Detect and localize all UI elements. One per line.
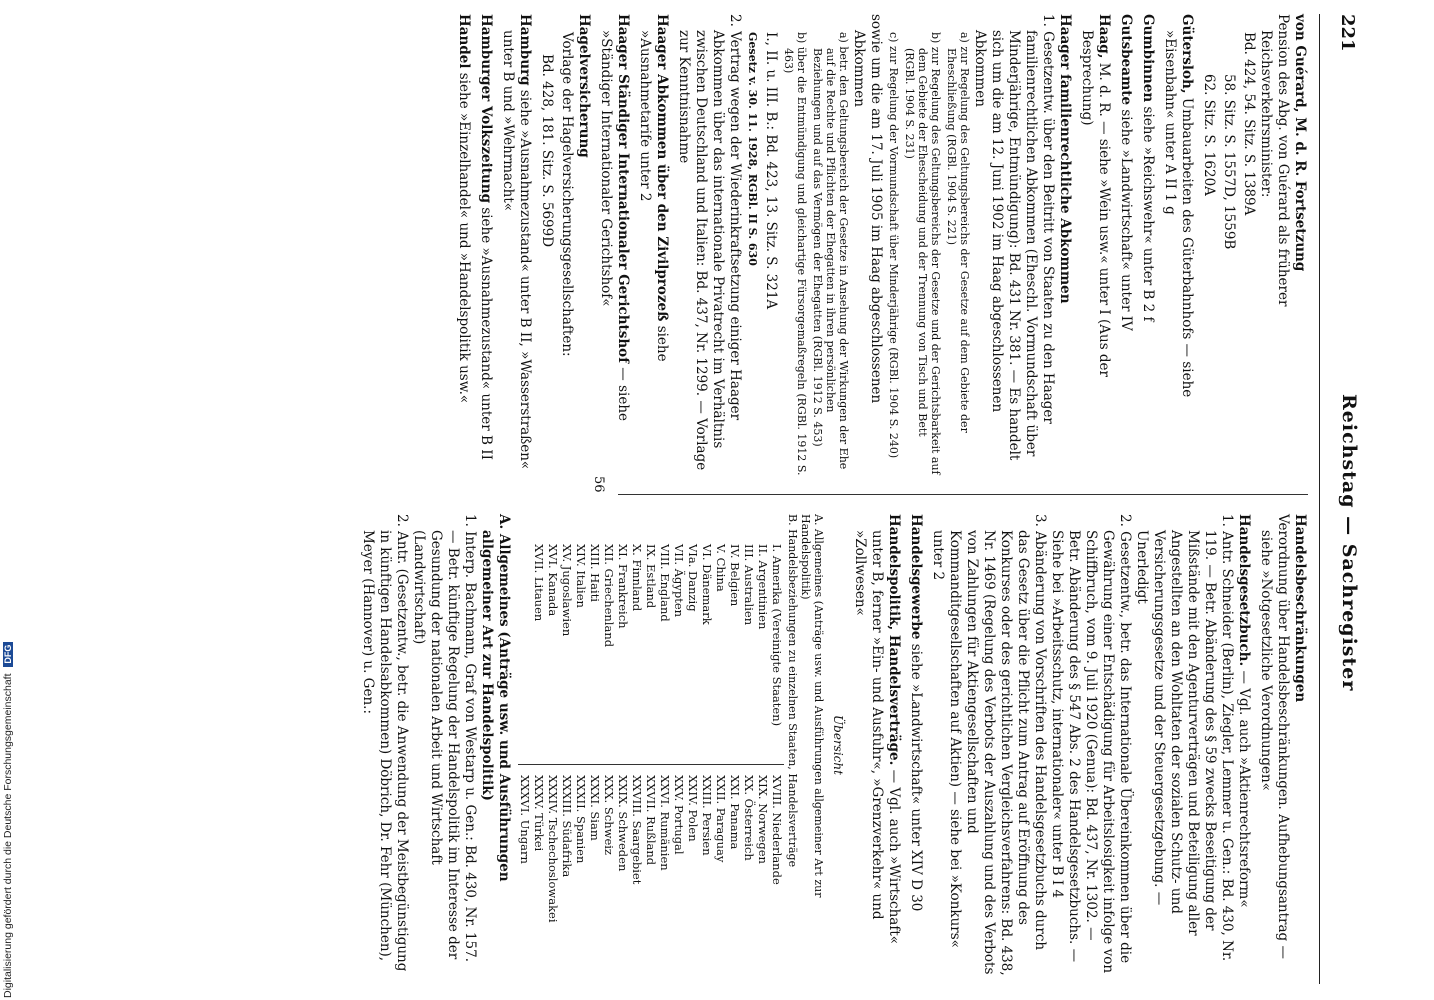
country-item: XVIII. Niederlande — [770, 775, 784, 885]
overview-a: A. Allgemeines (Anträge usw. und Ausführungen allgemeiner Art zur Handelspolitik) — [799, 514, 825, 898]
entry-text: — siehe »Ständiger Internationaler Gerichtshof« — [598, 30, 631, 422]
country-item: VII. Ägypten — [672, 544, 686, 618]
country-item: XXXII. Spanien — [574, 775, 588, 864]
section-a-item-1: 1. Interp. Bachmann, Graf von Westarp u. Gen.: Bd. 430, Nr. 157. — Betr. künftige Regelung der Handelspolitik im Interesse der Gesundung der nationalen Arbeit und Wirtschaft (Landwirtschaft) — [411, 514, 478, 962]
headword: von Guérard, M. d. R. Fortsetzung — [1292, 14, 1308, 272]
item-1: 1. Antr. Schneider (Berlin), Ziegler, Lemmer u. Gen.: Bd. 430, Nr. 119. — Betr. Abänderung des § 59 zwecks Beseitigung der Mißstände mit den Agenturverträgen und Beteiligung aller Angestellten an den Wohltaten der sozialen Schutz- und Versicherungsgesetze und der Steuergesetzgebung. — Unerledigt — [1134, 514, 1235, 962]
item-2: 2. Gesetzentw., betr. das Internationale Übereinkommen über die Gewährung einer Entschädigung für Arbeitslosigkeit infolge von Schiffbruch, vom 9. Juli 1920 (Genua): Bd. 437, Nr. 1302. — Betr. Abänderung des § 547 Abs. 2 des Handelsgesetzbuchs. — Siehe bei »Arbeitsschutz, internationaler« unter B I 4 — [1049, 514, 1133, 974]
headword: Hamburger Volkszeitung — [478, 14, 494, 204]
country-list-left — [518, 544, 784, 734]
entry-handel — [455, 14, 472, 476]
item-1-b2: b) über die Entmündigung und gleichartige Fürsorgemaßregeln (RGBl. 1912 S. 463) — [782, 32, 808, 476]
entry-hamburger-volkszeitung — [477, 14, 494, 476]
section-a-item-2: 2. Antr. (Gesetzentw., betr. die Anwendung der Meistbegünstigung in künftigen Handelsabkommen) Döbrich, Dr. Fehr (München), Meyer (Hannover) u. Gen.: — [360, 514, 410, 972]
entry-handelsgewerbe — [907, 514, 924, 976]
country-item: VI. Dänemark — [700, 544, 714, 625]
column-separator — [618, 494, 1308, 495]
headword: Handelsbeschränkungen — [1292, 514, 1308, 703]
country-table — [518, 544, 784, 976]
entry-handelsbeschraenkungen — [1257, 514, 1308, 976]
entry-guetersloh — [1161, 14, 1195, 476]
headword: Gumbinnen — [1140, 14, 1156, 103]
entry-text: Verordnung über Handelsbeschränkungen. Aufhebungsantrag — siehe »Notgesetzliche Verordnungen« — [1258, 514, 1291, 959]
headword: Hagelversicherung — [576, 14, 592, 158]
country-item: XXXI. Siam — [588, 775, 602, 841]
country-item: XV. Jugoslawien — [560, 544, 574, 637]
entry-text: — Vgl. auch »Wirtschaft« unter B, ferner »Ein- und Ausfuhr«, »Grenzverkehr« und »Zollwesen« — [852, 530, 902, 945]
country-item: XIII. Haiti — [588, 544, 602, 602]
country-item: I. Amerika (Vereinigte Staaten) — [770, 544, 784, 727]
country-item: XXVIII. Saargebiet — [630, 775, 644, 885]
country-item: XXXIV. Tschechoslowakei — [546, 775, 560, 923]
running-title: Reichstag — Sachregister — [1338, 394, 1360, 692]
entry-haager-familienrecht — [675, 14, 1073, 476]
entry-text: siehe »Landwirtschaft« unter IV — [1118, 109, 1134, 331]
page-number: 221 — [1337, 14, 1358, 52]
left-column — [450, 14, 1308, 476]
headword: Handel — [456, 14, 472, 69]
country-item: XXIV. Polen — [686, 775, 700, 842]
section-heading: A. Allgemeines (Anträge usw. und Ausführungen allgemeiner Art zur Handelspolitik) — [479, 514, 512, 882]
entry-handelsgesetzbuch — [929, 514, 1252, 976]
country-item: VIa. Danzig — [686, 544, 700, 612]
law-reference: Gesetz v. 30. 11. 1928, RGBl. II S. 630 — [746, 32, 759, 266]
country-item: XXXIII. Südafrika — [560, 775, 574, 878]
digitization-credit — [2, 478, 14, 998]
country-item: XXIII. Persien — [700, 775, 714, 856]
headword: Gütersloh, — [1179, 14, 1195, 94]
entry-gutsbeamte — [1117, 14, 1134, 476]
rotated-document-page — [116, 14, 1366, 984]
country-item: XII. Griechenland — [602, 544, 616, 648]
entry-text: M. d. R. — siehe »Wein usw.« unter I (Aus der Besprechung) — [1079, 30, 1112, 377]
headword: Haager familienrechtliche Abkommen — [1057, 14, 1073, 304]
country-item: XIX. Norwegen — [756, 775, 770, 864]
reference: Bd. 424, 54. Sitz. S. 1389A — [1241, 32, 1257, 216]
item-1b: b) zur Regelung des Geltungsbereichs der Gesetze und der Gerichtsbarkeit auf dem Gebiete der Ehescheidung und der Trennung von Tisch und Bett (RGBl. 1904 S. 231) — [903, 32, 942, 475]
country-item: XXVII. Rußland — [644, 775, 658, 866]
country-item: XXVI. Rumänien — [658, 775, 672, 871]
entry-guerard — [1200, 14, 1308, 476]
entry-hamburg — [499, 14, 533, 476]
overview-b: B. Handelsbeziehungen zu einzelnen Staaten, Handelsverträge — [786, 514, 799, 868]
country-item: V. China — [714, 544, 728, 592]
entry-text: siehe »Landwirtschaft« unter XIV D 30 — [908, 643, 924, 912]
item-1a: a) zur Regelung des Geltungsbereichs der Gesetze auf dem Gebiete der Eheschließung (RGBl. 1904 S. 221) — [945, 32, 971, 433]
page-index: 56 — [591, 476, 606, 493]
dfg-logo: DFG — [3, 642, 13, 667]
page-header — [1320, 14, 1366, 984]
entry-text: siehe »Ausnahmetarife unter 2 — [637, 30, 670, 362]
country-item: XIV. Italien — [574, 544, 588, 608]
headword: Handelsgesetzbuch. — [1236, 514, 1252, 667]
item-1: 1. Gesetzentw. über den Beitritt von Staaten zu den Haager familienrechtlichen Abkommen (Eheschl. Vormundschaft über Minderjährige, Entmündigung): Bd. 431 Nr. 381. — Es handelt sich um die am 12. Juni 1902 im Haag abgeschlossenen Abkommen — [972, 14, 1056, 461]
entry-text: Pension des Abg. von Guérard als früherer Reichsverkehrsminister: — [1258, 14, 1291, 307]
country-item: XVI. Kanada — [546, 544, 560, 617]
country-list-right — [518, 764, 784, 965]
item-1-cont: sowie um die am 17. Juli 1905 im Haag abgeschlossenen Abkommen — [851, 14, 884, 404]
entry-text: siehe »Ausnahmezustand« unter B II — [478, 207, 494, 460]
entry-hagelversicherung — [538, 14, 592, 476]
credit-text: Digitalisierung gefördert durch die Deutsche Forschungsgemeinschaft — [2, 673, 14, 998]
item-1c: c) zur Regelung der Vormundschaft über Minderjährige (RGBl. 1904 S. 240) — [887, 32, 900, 459]
country-item: XXXVI. Ungarn — [518, 775, 532, 864]
country-item: XXXV. Türkei — [532, 775, 546, 852]
item-3: 3. Abänderung von Vorschriften des Handelsgesetzbuchs durch das Gesetz über die Pflicht zum Antrag auf Eröffnung des Konkurses oder des gerichtlichen Vergleichsverfahrens: Bd. 438, Nr. 1469 (Regelung des Verbots der Auszahlung und des Verbots von Zahlungen für Aktiengesellschaften und Kommanditgesellschaften auf Aktien) — siehe bei »Konkurs« unter 2 — [930, 514, 1048, 976]
country-item: XI. Frankreich — [616, 544, 630, 629]
country-item: XX. Österreich — [742, 775, 756, 861]
country-item: IV. Belgien — [728, 544, 742, 607]
entry-haager-zivilprozess — [636, 14, 670, 476]
headword: Haager Ständiger Internationaler Gerichtshof — [615, 14, 631, 363]
section-a — [359, 514, 512, 976]
entry-text: Vorlage der Hagelversicherungsgesellschaften: — [559, 32, 575, 357]
entry-gumbinnen — [1139, 14, 1156, 476]
country-item: IX. Estland — [644, 544, 658, 609]
country-item: III. Australien — [742, 544, 756, 626]
entry-text: siehe »Einzelhandel« und »Handelspolitik usw.« — [456, 72, 472, 404]
reference: Bd. 428, 181. Sitz. S. 5699D — [539, 54, 555, 248]
entry-text: siehe »Reichswehr« unter B 2 f — [1140, 106, 1156, 322]
right-column — [354, 514, 1308, 976]
entry-haag — [1078, 14, 1112, 476]
item-1-a2: a) betr. den Geltungsbereich der Gesetze in Ansehung der Wirkungen der Ehe auf die Rechte und Pflichten der Ehegatten in ihren persönlichen Beziehungen und auf das Vermögen der Ehegatten (RGBl. 1912 S. 453) — [811, 32, 850, 470]
overview-heading: Übersicht — [831, 715, 845, 775]
headword: Haager Abkommen über den Zivilprozeß — [654, 14, 670, 322]
headword: Handelsgewerbe — [908, 514, 924, 640]
country-item: X. Finnland — [630, 544, 644, 612]
country-item: XXX. Schweiz — [602, 775, 616, 855]
reference: I., II. u. III. B.: Bd. 423, 13. Sitz. S. 321A — [763, 32, 779, 310]
country-item: VIII. England — [658, 544, 672, 622]
entry-text: Umbauarbeiten des Güterbahnhofs — siehe »Eisenbahn« unter A II 1 g — [1162, 30, 1195, 398]
country-item: XXIX. Schweden — [616, 775, 630, 872]
country-item: XXV. Portugal — [672, 775, 686, 855]
reference: 62. Sitz. S. 1620A — [1201, 74, 1217, 196]
entry-text: — Vgl. auch »Aktienrechtsreform« — [1236, 670, 1252, 908]
country-item: XXII. Paraguay — [714, 775, 728, 863]
country-item: II. Argentinien — [756, 544, 770, 630]
headword: Gutsbeamte — [1118, 14, 1134, 106]
headword: Handelspolitik, Handelsverträge. — [886, 514, 902, 766]
entry-haager-gerichtshof — [597, 14, 631, 476]
item-2: 2. Vertrag wegen der Wiederinkraftsetzung einiger Haager Abkommen über das internationale Privatrecht im Verhältnis zwischen Deutschland und Italien: Bd. 437, Nr. 1299. — Vorlage zur Kenntnisnahme — [676, 14, 743, 471]
reference: 58. Sitz. S. 1557D, 1559B — [1221, 74, 1237, 250]
headword: Haag, — [1096, 14, 1112, 59]
header-rule — [1319, 14, 1320, 984]
country-item: XXI. Panama — [728, 775, 742, 850]
headword: Hamburg — [517, 14, 533, 86]
country-item: XVII. Litauen — [532, 544, 546, 622]
entry-handelspolitik — [851, 514, 902, 976]
entry-text: siehe »Ausnahmezustand« unter B II, »Wasserstraßen« unter B und »Wehrmacht« — [500, 30, 533, 470]
